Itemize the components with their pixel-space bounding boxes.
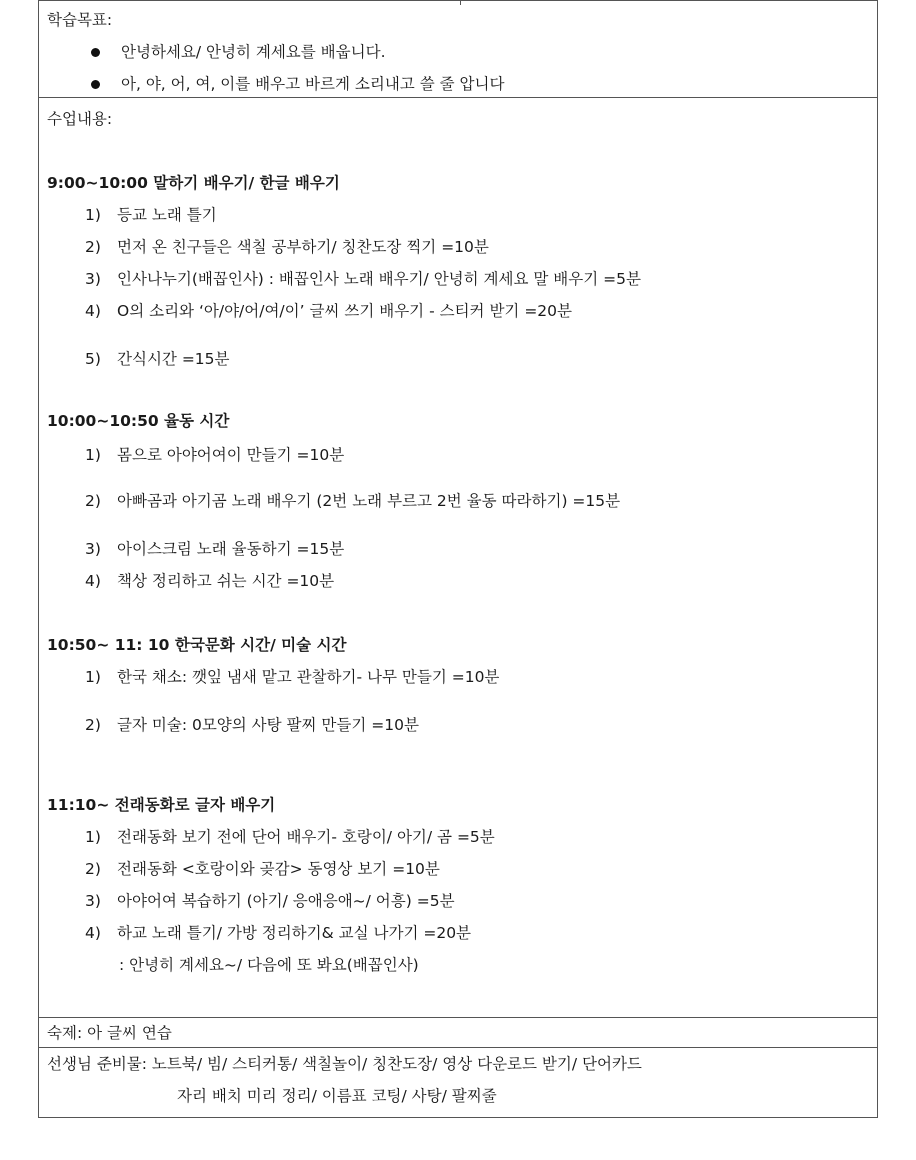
list-item: 몸으로 아야어여이 만들기 =10분 (117, 446, 345, 464)
item-number: 1) (85, 446, 101, 464)
homework-row (39, 1017, 877, 1047)
item-number: 3) (85, 540, 101, 558)
content-row (39, 97, 877, 1017)
materials-line-1: 선생님 준비물: 노트북/ 빔/ 스티커통/ 색칠놀이/ 칭찬도장/ 영상 다운로드 받기/ 단어카드 (47, 1055, 642, 1073)
bullet-icon (91, 80, 100, 89)
item-number: 1) (85, 206, 101, 224)
item-number: 2) (85, 716, 101, 734)
materials-line-2: 자리 배치 미리 정리/ 이름표 코팅/ 사탕/ 팔찌줄 (177, 1087, 497, 1105)
list-item: 인사나누기(배꼽인사) : 배꼽인사 노래 배우기/ 안녕히 계세요 말 배우기 =5분 (117, 270, 641, 288)
list-item-continuation: : 안녕히 계세요~/ 다음에 또 봐요(배꼽인사) (119, 956, 419, 974)
list-item: 등교 노래 틀기 (117, 206, 217, 224)
list-item: 간식시간 =15분 (117, 350, 230, 368)
section-heading: 10:00~10:50 율동 시간 (47, 412, 230, 430)
list-item: 먼저 온 친구들은 색칠 공부하기/ 칭찬도장 찍기 =10분 (117, 238, 489, 256)
goals-row (39, 0, 877, 97)
list-item: 전래동화 보기 전에 단어 배우기- 호랑이/ 아기/ 곰 =5분 (117, 828, 495, 846)
item-number: 4) (85, 302, 101, 320)
item-number: 2) (85, 238, 101, 256)
item-number: 4) (85, 924, 101, 942)
item-number: 2) (85, 860, 101, 878)
section-heading: 11:10~ 전래동화로 글자 배우기 (47, 796, 276, 814)
list-item: 아야어여 복습하기 (아기/ 응애응애~/ 어흥) =5분 (117, 892, 455, 910)
list-item: O의 소리와 ‘아/야/어/여/이’ 글씨 쓰기 배우기 - 스티커 받기 =20분 (117, 302, 572, 320)
list-item: 한국 채소: 깻잎 냄새 맡고 관찰하기- 나무 만들기 =10분 (117, 668, 500, 686)
list-item: 책상 정리하고 쉬는 시간 =10분 (117, 572, 335, 590)
bullet-icon (91, 48, 100, 57)
homework-text: 숙제: 아 글씨 연습 (47, 1024, 172, 1042)
lesson-plan-table (38, 0, 878, 1118)
materials-row (39, 1047, 877, 1118)
section-heading: 10:50~ 11: 10 한국문화 시간/ 미술 시간 (47, 636, 347, 654)
content-label: 수업내용: (47, 110, 113, 128)
item-number: 2) (85, 492, 101, 510)
item-number: 3) (85, 270, 101, 288)
section-heading: 9:00~10:00 말하기 배우기/ 한글 배우기 (47, 174, 340, 192)
list-item: 글자 미술: 0모양의 사탕 팔찌 만들기 =10분 (117, 716, 419, 734)
list-item: 하교 노래 틀기/ 가방 정리하기& 교실 나가기 =20분 (117, 924, 472, 942)
item-number: 4) (85, 572, 101, 590)
goals-label: 학습목표: (47, 11, 113, 29)
item-number: 1) (85, 828, 101, 846)
list-item: 아빠곰과 아기곰 노래 배우기 (2번 노래 부르고 2번 율동 따라하기) =15분 (117, 492, 621, 510)
list-item: 전래동화 <호랑이와 곶감> 동영상 보기 =10분 (117, 860, 440, 878)
list-item: 아이스크림 노래 율동하기 =15분 (117, 540, 345, 558)
item-number: 3) (85, 892, 101, 910)
item-number: 1) (85, 668, 101, 686)
goal-item: 안녕하세요/ 안녕히 계세요를 배웁니다. (121, 43, 386, 61)
goal-item: 아, 야, 어, 여, 이를 배우고 바르게 소리내고 쓸 줄 압니다 (121, 75, 505, 93)
item-number: 5) (85, 350, 101, 368)
